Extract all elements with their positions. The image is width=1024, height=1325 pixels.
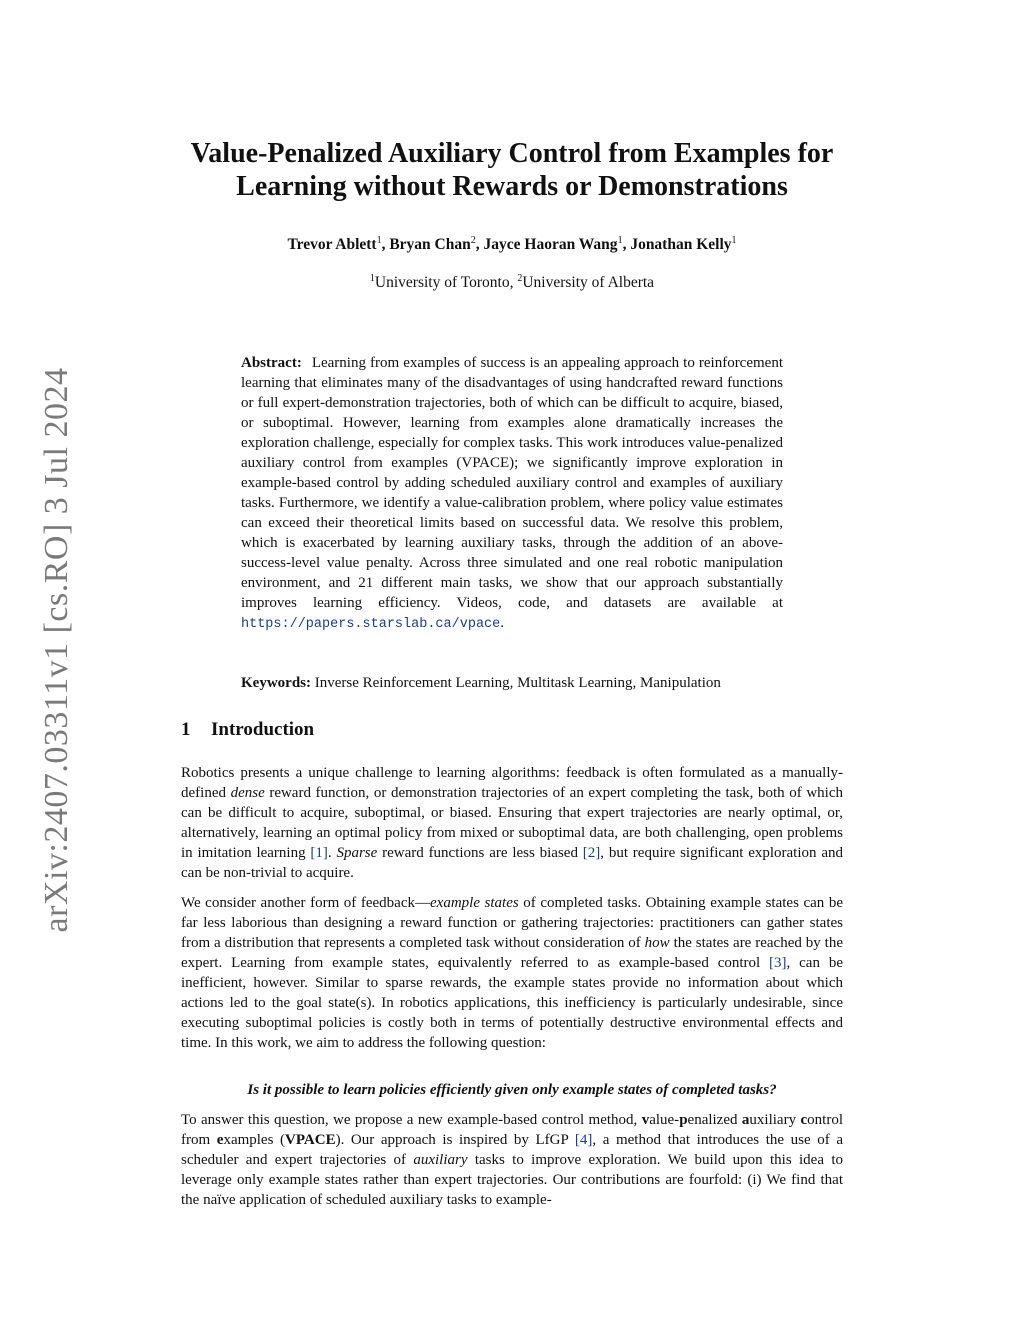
emphasis-dense: dense bbox=[230, 785, 265, 801]
affiliation-name: University of Toronto bbox=[374, 274, 510, 291]
affiliation-name: University of Alberta bbox=[522, 274, 655, 291]
text-run: . bbox=[327, 845, 337, 861]
affiliation-number: 1 bbox=[369, 273, 375, 284]
title-line-1: Value-Penalized Auxiliary Control from Examples for bbox=[190, 138, 834, 169]
text-run: , a method that introduces the use of a scheduler and expert trajectories of bbox=[181, 1132, 843, 1168]
affiliations bbox=[150, 274, 874, 292]
author-affiliation-mark: 1 bbox=[376, 235, 382, 246]
intro-paragraph-3 bbox=[181, 1110, 843, 1210]
text-run: uxiliary bbox=[749, 1112, 797, 1128]
text-run: reward functions are less biased bbox=[377, 845, 583, 861]
abstract-end: . bbox=[500, 615, 504, 631]
section-title: Introduction bbox=[211, 719, 315, 740]
intro-paragraph-1 bbox=[181, 763, 843, 883]
citation-link-2[interactable]: [2] bbox=[582, 845, 601, 861]
emphasis-how: how bbox=[644, 935, 670, 951]
citation-link-1[interactable]: [1] bbox=[310, 845, 328, 861]
text-run: tasks to improve exploration. We build upon this idea to leverage only example states rather than expert trajectories. Our contributions are fourfold: (i) We find that the naïve application of scheduled auxiliary tasks to example- bbox=[181, 1152, 843, 1208]
project-url-link[interactable]: https://papers.starslab.ca/vpace bbox=[241, 617, 501, 632]
author-name: Jayce Haoran Wang bbox=[483, 236, 618, 253]
intro-paragraph-2 bbox=[181, 893, 843, 1053]
keywords-text: Inverse Reinforcement Learning, Multitask Learning, Manipulation bbox=[314, 675, 721, 691]
paper-title bbox=[150, 137, 874, 203]
research-question: Is it possible to learn policies efficiently given only example states of completed tasks? bbox=[247, 1082, 777, 1098]
author-list bbox=[150, 236, 874, 254]
text-run: alue- bbox=[649, 1112, 680, 1128]
text-run: To answer this question, we propose a new example-based control method, bbox=[181, 1112, 642, 1128]
author-affiliation-mark: 1 bbox=[731, 235, 737, 246]
emphasis-sparse: Sparse bbox=[336, 845, 378, 861]
text-run: We consider another form of feedback— bbox=[181, 895, 430, 911]
section-heading-introduction bbox=[181, 719, 314, 741]
text-run: ). Our approach is inspired by LfGP bbox=[335, 1132, 575, 1148]
emphasis-auxiliary: auxiliary bbox=[413, 1152, 468, 1168]
emphasis-example-states: example states bbox=[430, 895, 519, 911]
author-separator: , bbox=[381, 236, 390, 253]
citation-link-4[interactable]: [4] bbox=[574, 1132, 593, 1148]
keywords-label: Keywords: bbox=[241, 675, 311, 691]
affiliation-separator: , bbox=[509, 274, 518, 291]
text-run: of completed tasks. Obtaining example states can be far less laborious than designing a reward function or gathering trajectories: practitioners can gather states from a distribution that represents a completed task without consideration of bbox=[181, 895, 844, 951]
text-run: , can be inefficient, however. Similar to sparse rewards, the example states provide no information about which actions led to the goal state(s). In robotics applications, this inefficiency is particularly undesirable, since executing suboptimal policies is costly both in terms of potentially destructive environmental effects and time. In this work, we aim to address the following question: bbox=[181, 955, 843, 1051]
text-run: ontrol from bbox=[181, 1112, 844, 1148]
author-affiliation-mark: 2 bbox=[470, 235, 476, 246]
author-separator: , bbox=[622, 236, 631, 253]
acronym-letter: v bbox=[641, 1112, 650, 1128]
text-run: xamples ( bbox=[223, 1132, 286, 1148]
text-run: reward function, or demonstration trajectories of an expert completing the task, both of which can be difficult to acquire, suboptimal, or biased. Ensuring that expert trajectories are nearly optimal, or, alternatively, learning an optimal policy from mixed or suboptimal data, are both challenging, open problems in imitation learning bbox=[181, 785, 843, 861]
text-run: enalized bbox=[687, 1112, 742, 1128]
author-name: Trevor Ablett bbox=[287, 236, 377, 253]
acronym-letter: a bbox=[741, 1112, 750, 1128]
acronym-letter: c bbox=[800, 1112, 808, 1128]
abstract bbox=[241, 353, 783, 635]
citation-link-3[interactable]: [3] bbox=[769, 955, 787, 971]
acronym-letter: p bbox=[679, 1112, 688, 1128]
author-affiliation-mark: 1 bbox=[617, 235, 623, 246]
acronym-letter: e bbox=[216, 1132, 224, 1148]
section-number: 1 bbox=[181, 719, 191, 740]
abstract-label: Abstract: bbox=[241, 355, 302, 371]
title-line-2: Learning without Rewards or Demonstrations bbox=[236, 171, 788, 202]
arxiv-identifier-stamp[interactable]: arXiv:2407.03311v1 [cs.RO] 3 Jul 2024 bbox=[38, 367, 75, 933]
abstract-text: Learning from examples of success is an appealing approach to reinforcement learning that eliminates many of the disadvantages of using handcrafted reward functions or full expert-demonstration trajectories, both of which can be difficult to acquire, biased, or suboptimal. However, learning from examples alone dramatically increases the exploration challenge, especially for complex tasks. This work introduces value-penalized auxiliary control from examples (VPACE); we significantly improve exploration in example-based control by adding scheduled auxiliary control and examples of auxiliary tasks. Furthermore, we identify a value-calibration problem, where policy value estimates can exceed their theoretical limits based on successful data. We resolve this problem, which is exacerbated by learning auxiliary tasks, through the addition of an above-success-level value penalty. Across three simulated and one real robotic manipulation environment, and 21 different main tasks, we show that our approach substantially improves learning efficiency. Videos, code, and datasets are available at bbox=[241, 355, 783, 611]
text-run: , but require significant exploration and can be non-trivial to acquire. bbox=[181, 845, 843, 881]
author-name: Bryan Chan bbox=[389, 236, 471, 253]
keywords bbox=[241, 673, 783, 693]
text-run: Robotics presents a unique challenge to learning algorithms: feedback is often formulated as a manually-defined bbox=[181, 765, 843, 801]
affiliation-number: 2 bbox=[517, 273, 523, 284]
author-name: Jonathan Kelly bbox=[630, 236, 732, 253]
text-run: the states are reached by the expert. Learning from example states, equivalently referred to as example-based control bbox=[181, 935, 843, 971]
acronym-vpace: VPACE bbox=[285, 1132, 336, 1148]
author-separator: , bbox=[475, 236, 484, 253]
